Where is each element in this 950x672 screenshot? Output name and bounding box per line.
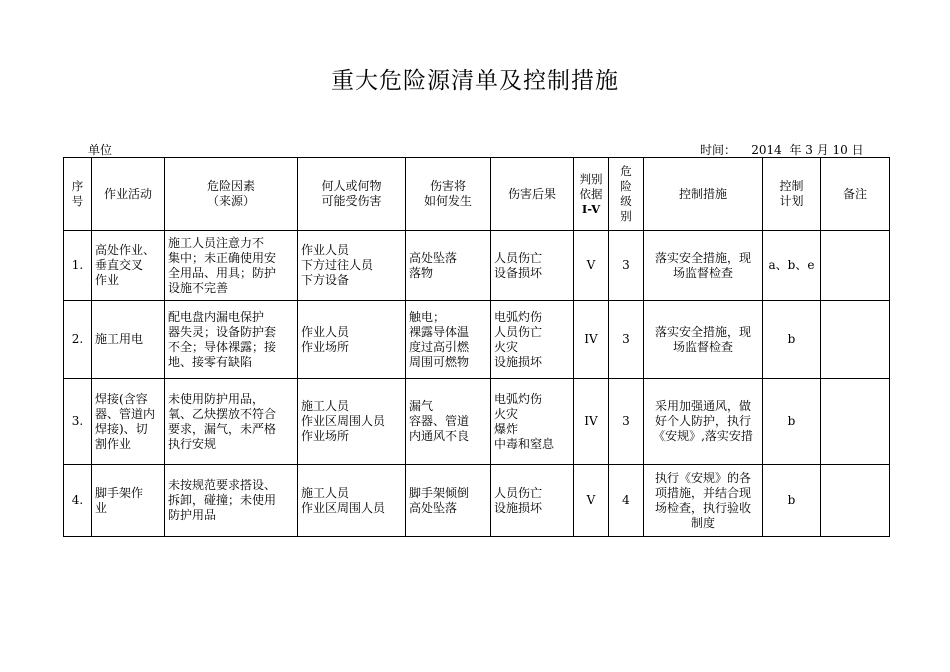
how-cell [406,465,491,537]
activity-cell [92,379,165,465]
cell-line: 裸露导体温 [409,324,470,339]
basis-cell: V [574,465,609,537]
affected-cell [298,301,406,379]
cell-line: 周围可燃物 [409,354,470,369]
measures-cell [644,465,763,537]
header-line: I-V [581,201,601,216]
cell-line: 配电盘内漏电保护 [168,309,265,324]
grade-cell: 3 [609,231,644,301]
header-basis [574,158,609,231]
cell-line: 人员伤亡 [494,324,543,339]
cell-line: 施工用电 [95,332,144,346]
cell-line: 好个人防护，执行 [654,414,751,428]
header-line: 计划 [779,194,804,208]
plan-cell: b [763,379,821,465]
header-remark: 备注 [821,158,890,231]
cell-line: 执行安规 [168,436,217,451]
header-plan [763,158,821,231]
cell-line: 未使用防护用品， [168,391,265,406]
cell-line: 人员伤亡 [494,485,543,500]
cell-line: 《安规》,落实安措 [653,429,753,443]
consequence-cell [491,301,574,379]
cell-line: 垂直交叉 [95,258,144,272]
cell-line: 落实安全措施，现 [654,250,751,265]
header-grade [609,158,644,231]
hazard-cell [165,231,298,301]
cell-line: 全用品、用具；防护 [168,265,277,280]
cell-line: 氧、乙炔摆放不符合 [168,406,277,421]
remark-cell [821,231,890,301]
cell-line: 集中；未正确使用安 [168,250,277,265]
unit-label: 单位 [88,143,113,157]
cell-line: 未按规范要求搭设、 [168,478,277,492]
cell-line: 拆卸，碰撞；未使用 [168,493,277,507]
affected-cell [298,379,406,465]
hazard-cell [165,379,298,465]
cell-line: 设施不完善 [168,280,229,295]
cell-line: 电弧灼伤 [494,391,543,406]
date-value: 2014 年 3 月 10 日 [751,143,864,157]
header-line: 控制 [779,179,804,193]
affected-cell [298,231,406,301]
cell-line: 设施损坏 [494,354,543,369]
cell-line: 漏气 [409,399,434,413]
how-cell [406,231,491,301]
grade-cell: 3 [609,301,644,379]
time-stamp [700,141,864,158]
cell-line: 中毒和窒息 [494,436,555,451]
header-line: 伤害将 [429,179,466,193]
remark-cell [821,379,890,465]
header-hazard [165,158,298,231]
remark-cell [821,301,890,379]
measures-cell [644,301,763,379]
cell-line: 施工人员注意力不 [168,235,265,250]
basis-cell: V [574,231,609,301]
seq-cell: 1. [64,231,92,301]
cell-line: 场监督检查 [672,265,733,280]
cell-line: 落物 [409,265,434,280]
cell-line: 高处作业、 [95,243,156,257]
cell-line: 度过高引燃 [409,339,470,354]
cell-line: 作业 [95,273,120,287]
header-line: 序 [71,179,84,193]
header-activity: 作业活动 [92,158,165,231]
cell-line: 人员伤亡 [494,250,543,265]
cell-line: 项措施，并结合现 [654,485,751,500]
cell-line: 采用加强通风，做 [654,399,751,413]
how-cell [406,379,491,465]
remark-cell [821,465,890,537]
cell-line: 高处坠落 [409,250,458,265]
seq-cell: 2. [64,301,92,379]
affected-cell [298,465,406,537]
how-cell [406,301,491,379]
header-how [406,158,491,231]
cell-line: 设备损坏 [494,265,543,280]
cell-line: 作业人员 [301,243,350,257]
cell-line: 火灾 [494,339,519,354]
cell-line: 触电； [409,309,446,324]
header-seq [64,158,92,231]
cell-line: 脚手架作 [95,485,144,500]
cell-line: 高处坠落 [409,500,458,515]
cell-line: 制度 [690,515,715,530]
consequence-cell [491,231,574,301]
cell-line: 执行《安规》的各 [654,470,751,485]
basis-cell: IV [574,379,609,465]
activity-cell [92,301,165,379]
seq-cell: 4. [64,465,92,537]
table-row [64,301,890,379]
header-line: 级 [620,194,632,208]
table-row [64,465,890,537]
cell-line: 施工人员 [301,485,350,500]
header-line: 可能受伤害 [321,194,382,208]
activity-cell [92,231,165,301]
cell-line: 施工人员 [301,399,350,413]
header-line: 判别 [579,171,603,186]
consequence-cell [491,465,574,537]
cell-line: 下方过往人员 [301,258,374,272]
header-line: 别 [620,209,632,223]
cell-line: 作业场所 [301,429,350,443]
header-line: 依据 [579,186,603,201]
cell-line: 焊接(含容 [95,391,148,406]
header-line: 险 [620,179,632,193]
plan-cell: b [763,301,821,379]
cell-line: 脚手架倾倒 [409,485,470,500]
header-row [64,158,890,231]
cell-line: 设施损坏 [494,500,543,515]
cell-line: 下方设备 [301,273,350,287]
cell-line: 爆炸 [494,421,519,436]
header-line: 如何发生 [423,194,472,208]
hazard-cell [165,301,298,379]
header-line: 危 [620,164,632,178]
grade-cell: 3 [609,379,644,465]
consequence-cell [491,379,574,465]
cell-line: 器、管道内 [95,406,156,421]
basis-cell: IV [574,301,609,379]
activity-cell [92,465,165,537]
grade-cell: 4 [609,465,644,537]
header-consequence: 伤害后果 [491,158,574,231]
header-line: 危险因素 [206,179,255,193]
cell-line: 落实安全措施，现 [654,324,751,339]
plan-cell: a、b、e [763,231,821,301]
seq-cell: 3. [64,379,92,465]
cell-line: 作业场所 [301,339,350,354]
cell-line: 器失灵；设备防护套 [168,324,277,339]
cell-line: 场检查，执行验收 [654,500,751,515]
header-measures: 控制措施 [644,158,763,231]
cell-line: 焊接)、切 [95,421,148,436]
cell-line: 作业人员 [301,324,350,339]
cell-line: 地、接零有缺陷 [168,354,253,369]
header-line: 号 [71,194,84,208]
header-affected [298,158,406,231]
header-line: 何人或何物 [321,179,382,193]
cell-line: 内通风不良 [409,429,470,443]
cell-line: 作业区周围人员 [301,414,386,428]
measures-cell [644,231,763,301]
measures-cell [644,379,763,465]
cell-line: 防护用品 [168,508,217,522]
table-row [64,379,890,465]
cell-line: 割作业 [95,436,132,451]
cell-line: 不全；导体裸露；接 [168,339,277,354]
time-label: 时间： [700,143,737,157]
hazard-table [63,157,890,537]
cell-line: 电弧灼伤 [494,309,543,324]
cell-line: 火灾 [494,406,519,421]
cell-line: 业 [95,500,108,515]
document-title: 重大危险源清单及控制措施 [331,68,619,94]
cell-line: 要求，漏气，未严格 [168,421,277,436]
table-row [64,231,890,301]
cell-line: 容器、管道 [409,414,470,428]
plan-cell: b [763,465,821,537]
cell-line: 作业区周围人员 [301,500,386,515]
cell-line: 场监督检查 [672,339,733,354]
header-line: （来源） [206,194,255,208]
hazard-cell [165,465,298,537]
